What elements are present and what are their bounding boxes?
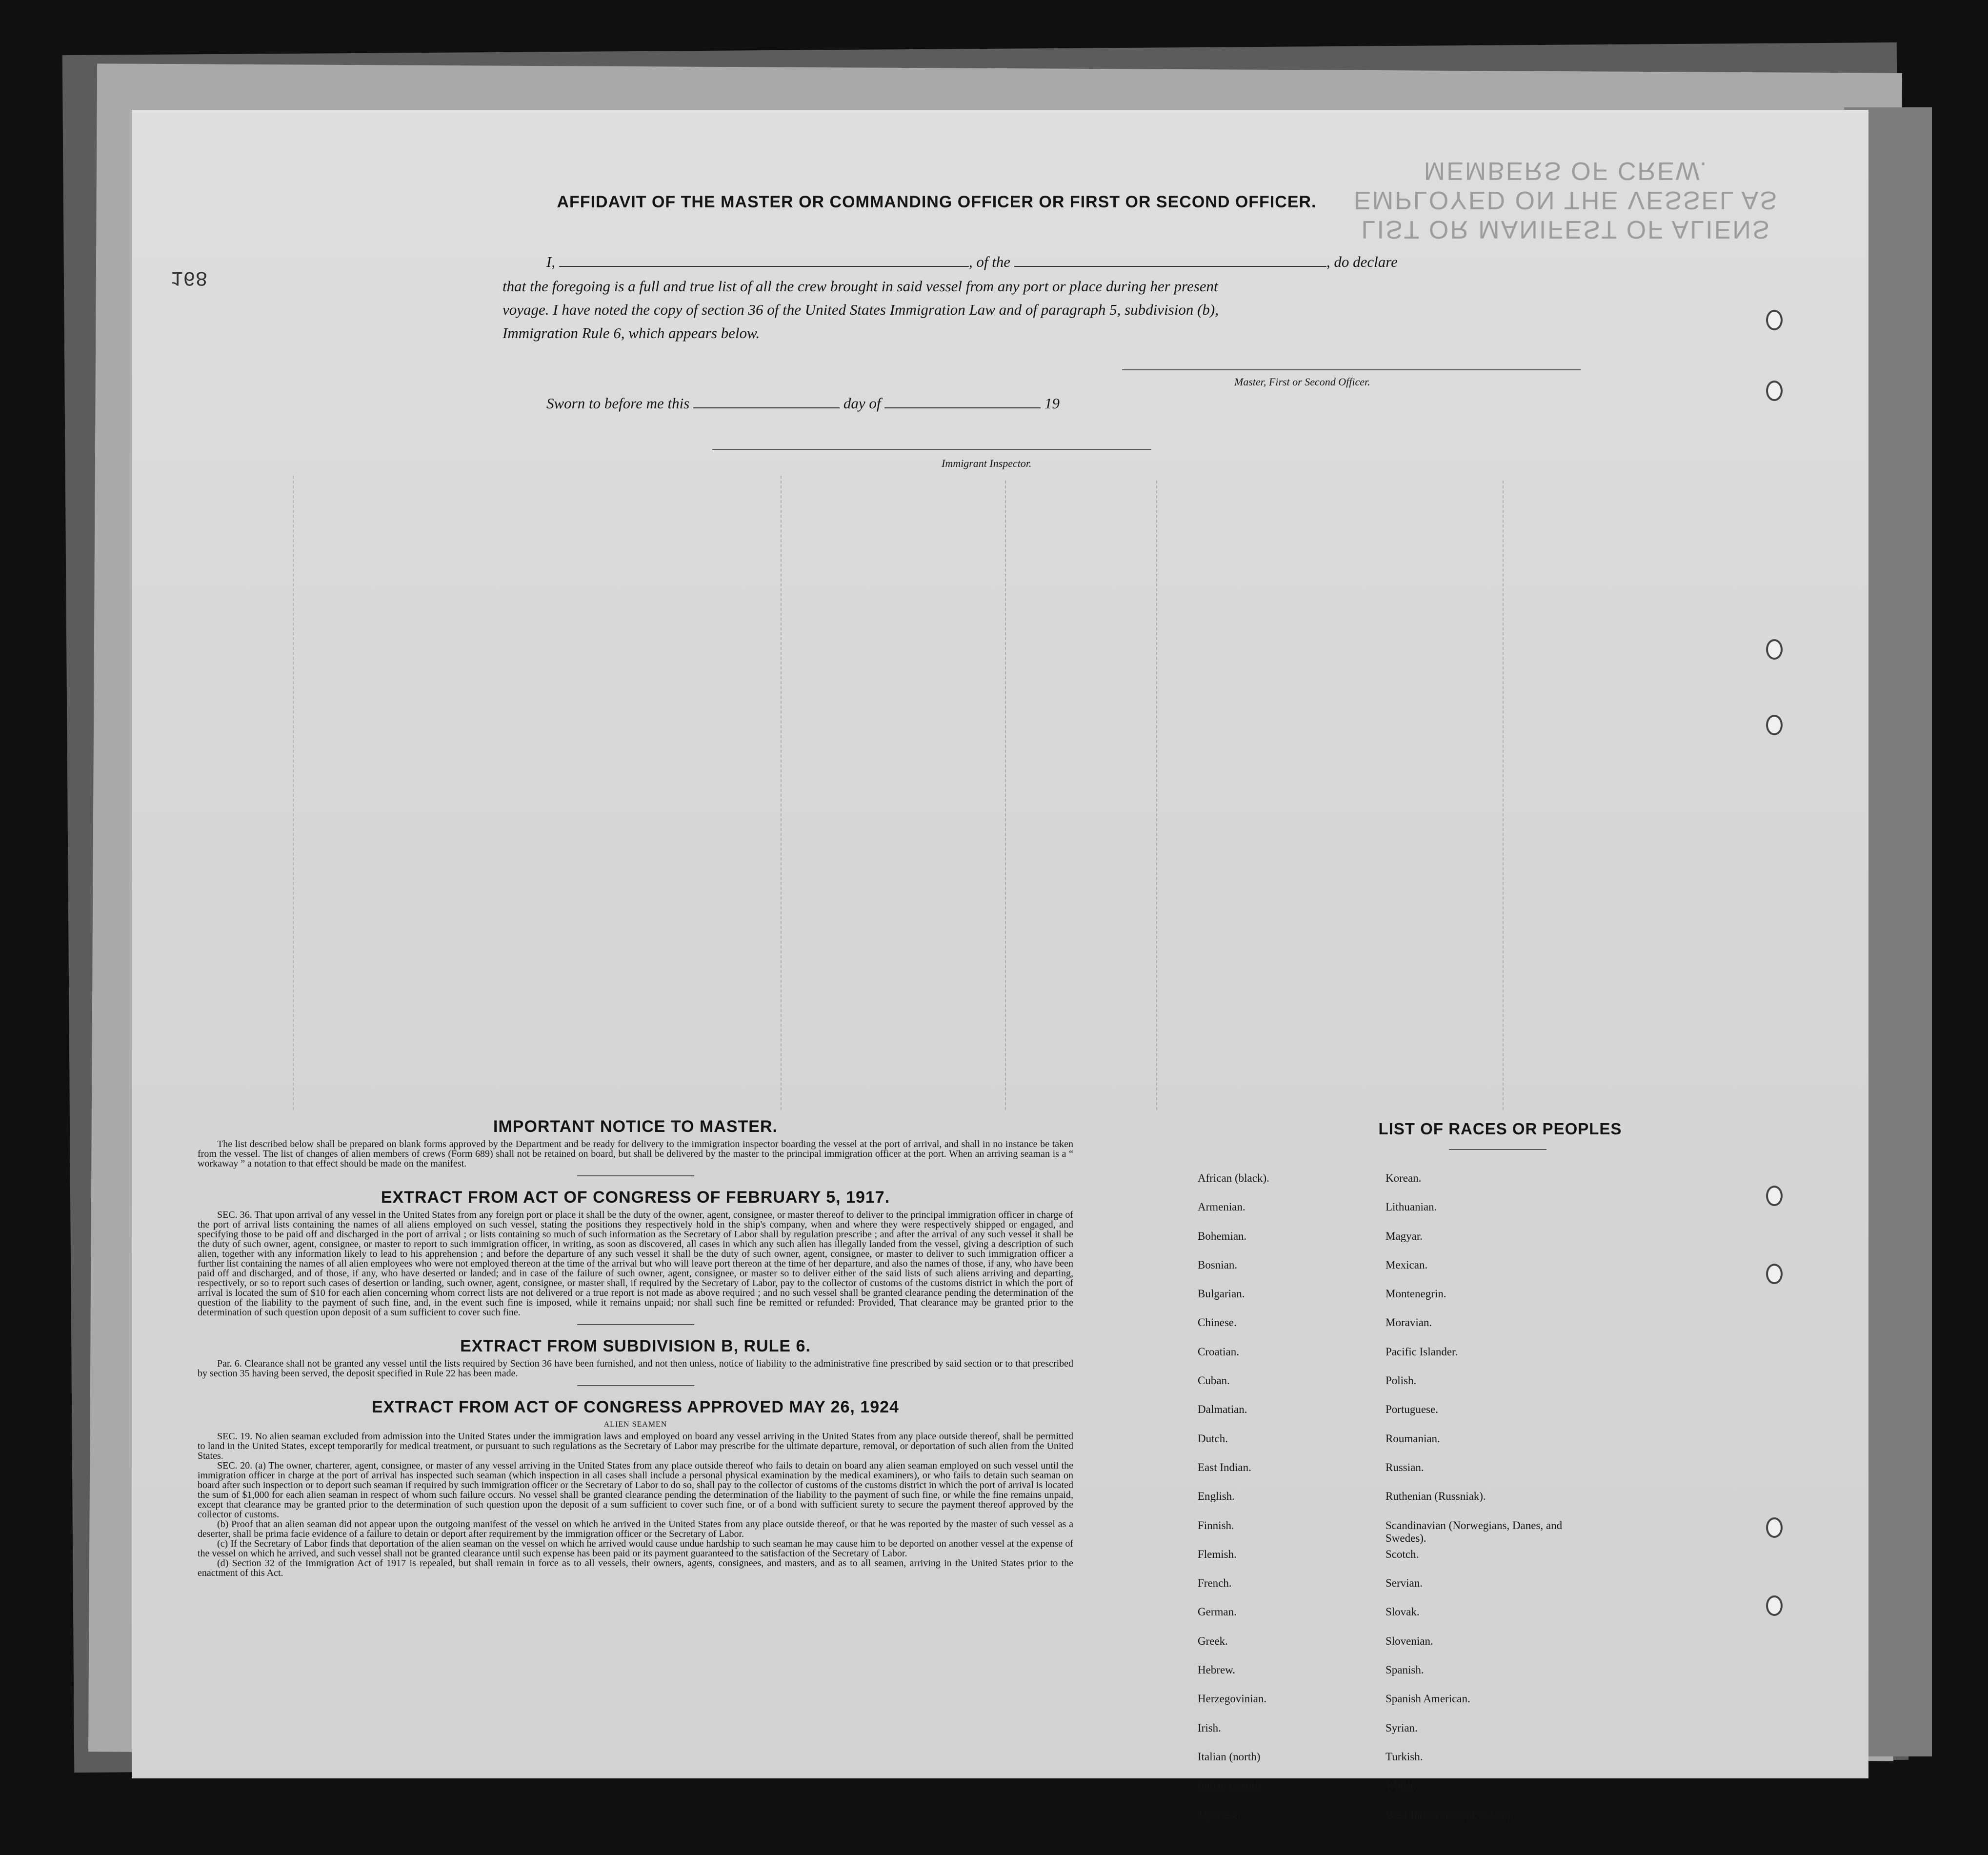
rule-6-text: Par. 6. Clearance shall not be granted any vessel until the lists required by Section 36 have been furnished, and not then unless, notice of liability to the administrative fine prescribed by said section or to that prescribed by section 35 having been served, the deposit specified in Rule 22 has been made.	[198, 1358, 1073, 1379]
race-item: West Indian (except Cuban).	[1386, 1808, 1514, 1821]
races-divider	[1449, 1149, 1546, 1150]
race-item: English.	[1198, 1490, 1235, 1503]
race-item: Spanish American.	[1386, 1693, 1470, 1705]
race-item: Korean.	[1386, 1172, 1422, 1184]
race-item: Chinese.	[1198, 1316, 1237, 1329]
faint-column-line	[1503, 481, 1504, 1110]
divider	[577, 1175, 694, 1176]
race-item: Scandinavian (Norwegians, Danes, and Swedes).	[1386, 1519, 1563, 1544]
race-item: Cuban.	[1198, 1374, 1230, 1387]
race-item: Lithuanian.	[1386, 1201, 1437, 1213]
notice-section	[198, 1117, 1073, 1578]
race-item: Dalmatian.	[1198, 1403, 1247, 1416]
extract-1924-sec20b: (b) Proof that an alien seaman did not appear upon the outgoing manifest of the vessel on which he arrived in the United States from any place outside thereof, or that he was reported by the master of such vessel as a deserter, shall be prima facie evidence of a failure to detain or deport after requirement by the immigration officer or the Secretary of Labor.	[198, 1519, 1073, 1539]
extract-1924-sec20d: (d) Section 32 of the Immigration Act of 1917 is repealed, but shall remain in force as to all vessels, their owners, agents, consignees, and masters, and as to all seamen, arriving in the United States prior to the enactment of this Act.	[198, 1558, 1073, 1578]
race-item: Herzegovinian.	[1198, 1693, 1267, 1705]
master-signature-line[interactable]	[1122, 369, 1581, 370]
race-item: Pacific Islander.	[1386, 1345, 1458, 1358]
faint-column-line	[1005, 481, 1006, 1110]
race-item: Bosnian.	[1198, 1258, 1238, 1271]
race-item: Ruthenian (Russniak).	[1386, 1490, 1486, 1503]
master-signature-caption: Master, First or Second Officer.	[1234, 376, 1370, 388]
races-list-right	[1386, 1172, 1590, 1837]
affidavit-title: AFFIDAVIT OF THE MASTER OR COMMANDING OFFICER OR FIRST OR SECOND OFFICER.	[557, 193, 1317, 211]
sworn-year: 19	[1044, 395, 1060, 412]
rule-6-title: EXTRACT FROM SUBDIVISION B, RULE 6.	[460, 1337, 811, 1355]
affidavit-line-1	[546, 251, 1595, 273]
affidavit-line-4: Immigration Rule 6, which appears below.	[502, 324, 760, 342]
punch-hole-icon	[1766, 1186, 1783, 1206]
race-item: Magyar.	[1386, 1230, 1423, 1242]
sworn-day-blank[interactable]	[693, 407, 840, 408]
divider	[577, 1324, 694, 1325]
race-item: Scotch.	[1386, 1548, 1419, 1560]
race-item: Welsh.	[1386, 1779, 1416, 1792]
notice-title: IMPORTANT NOTICE TO MASTER.	[493, 1117, 778, 1136]
races-list-left	[1198, 1172, 1373, 1837]
stamp-number: 168	[171, 266, 208, 289]
race-item: Russian.	[1386, 1461, 1424, 1473]
race-item: Syrian.	[1386, 1721, 1418, 1734]
extract-1924-subtitle: ALIEN SEAMEN	[603, 1420, 667, 1429]
master-name-blank[interactable]	[559, 266, 969, 267]
faint-column-line	[1156, 481, 1157, 1110]
affidavit-do-declare: , do declare	[1326, 253, 1398, 270]
punch-hole-icon	[1766, 1595, 1783, 1616]
manifest-page	[132, 110, 1868, 1821]
races-title: LIST OF RACES OR PEOPLES	[1378, 1120, 1622, 1138]
punch-hole-icon	[1766, 1264, 1783, 1284]
sworn-day-of: day of	[843, 395, 881, 412]
race-item: Japanese.	[1198, 1808, 1241, 1821]
race-item: Slovak.	[1386, 1606, 1420, 1618]
sworn-line	[546, 393, 1522, 414]
affidavit-of-the: , of the	[968, 253, 1011, 270]
race-item: Mexican.	[1386, 1258, 1428, 1271]
punch-hole-icon	[1766, 381, 1783, 401]
divider	[577, 1385, 694, 1386]
sworn-month-blank[interactable]	[884, 407, 1041, 408]
affidavit-line-2: that the foregoing is a full and true list of all the crew brought in said vessel from any port or place during her present	[502, 278, 1218, 295]
race-item: French.	[1198, 1577, 1232, 1590]
extract-1917-text: SEC. 36. That upon arrival of any vessel in the United States from any foreign port or place it shall be the duty of the owner, agent, consignee, or master thereof to deliver to the principal immigration officer in charge of the port of arrival lists containing the names of all aliens employed on such vessel, stating the positions they respectively hold in the ship's company, when and where they were respectively shipped or engaged, and specifying those to be paid off and discharged in the port of arrival ; or lists containing so much of such information as the Secretary of Labor shall by regulation prescribe ; and after the arrival of any such vessel it shall be the duty of such owner, agent, consignee, or master to report to such immigration officer, in writing, as soon as discovered, all cases in which any such alien has illegally landed from the vessel, giving a description of such alien, together with any information likely to lead to his apprehension ; and before the departure of any such vessel it shall be the duty of such owner, agent, consignee, or master to deliver to such immigration officer a further list containing the names of all alien employees who were not employed thereon at the time of the arrival but who will leave port thereon at the time of her departure, and also the names of those, if any, who have been paid off and discharged, and of those, if any, who have deserted or landed; and in case of the failure of such owner, agent, consignee, or master so to deliver either of the said lists of such aliens arriving and departing, respectively, or so to report such cases of desertion or landing, such owner, agent, consignee, or master shall, if required by the Secretary of Labor, pay to the collector of customs of the customs district in which the port of arrival is located the sum of $10 for each alien concerning whom correct lists are not delivered or a true report is not made as above required ; and no such vessel shall be granted clearance pending the determination of the question of the liability to the payment of such fine, and, in the event such fine is imposed, while it remains unpaid; nor shall such fine be remitted or refunded: Provided, That clearance may be granted prior to the determination of such question upon deposit of a sum sufficient to cover such fine.	[198, 1210, 1073, 1318]
bleed-through-header: LIST OR MANIFEST OF ALIENS EMPLOYED ON THE VESSEL AS MEMBERS OF CREW.	[1354, 157, 1778, 243]
race-item: Irish.	[1198, 1721, 1221, 1734]
race-item: Flemish.	[1198, 1548, 1237, 1560]
race-item: Bohemian.	[1198, 1230, 1247, 1242]
notice-text: The list described below shall be prepared on blank forms approved by the Department and be ready for delivery to the immigration inspector boarding the vessel at the port of arrival, and shall in no instance be taken from the vessel. The list of changes of alien members of crews (Form 689) shall not be retained on board, but shall be delivered by the master to the principal immigration officer at the port. When an arriving seaman is a “ workaway ” a notation to that effect should be made on the manifest.	[198, 1139, 1073, 1169]
race-item: Turkish.	[1386, 1750, 1423, 1763]
race-item: Greek.	[1198, 1634, 1228, 1647]
race-item: Bulgarian.	[1198, 1288, 1245, 1300]
vessel-name-blank[interactable]	[1014, 266, 1326, 267]
race-item: Portuguese.	[1386, 1403, 1438, 1416]
faint-column-line	[781, 476, 782, 1110]
extract-1924-sec20c: (c) If the Secretary of Labor finds that deportation of the alien seaman on the vessel on which he arrived would cause undue hardship to such seaman he may cause him to be deported on another vessel at the expense of the vessel on which he arrived, and such vessel shall not be granted clearance until such expense has been paid or its payment guaranteed to the satisfaction of the Secretary of Labor.	[198, 1538, 1073, 1559]
race-item: Montenegrin.	[1386, 1288, 1446, 1300]
race-item: Polish.	[1386, 1374, 1417, 1387]
extract-1924-sec19: SEC. 19. No alien seaman excluded from admission into the United States under the immigration laws and employed on board any vessel arriving in the United States from any place outside thereof, shall be permitted to land in the United States, except temporarily for medical treatment, or pursuant to such regulations as the Secretary of Labor may prescribe for the ultimate departure, removal, or deportation of such alien from the United States.	[198, 1431, 1073, 1461]
affidavit-line-3: voyage. I have noted the copy of section 36 of the United States Immigration Law and of paragraph 5, subdivision (b),	[502, 301, 1219, 318]
race-item: African (black).	[1198, 1172, 1269, 1184]
race-item: Hebrew.	[1198, 1664, 1236, 1676]
punch-hole-icon	[1766, 1517, 1783, 1538]
faint-column-line	[293, 476, 294, 1110]
sworn-text: Sworn to before me this	[546, 395, 690, 412]
race-item: Servian.	[1386, 1577, 1423, 1590]
punch-hole-icon	[1766, 310, 1783, 330]
race-item: Italian (south).	[1198, 1779, 1264, 1792]
race-item: Dutch.	[1198, 1432, 1228, 1445]
race-item: Moravian.	[1386, 1316, 1432, 1329]
inspector-signature-caption: Immigrant Inspector.	[942, 457, 1032, 469]
race-item: Armenian.	[1198, 1201, 1245, 1213]
race-item: German.	[1198, 1606, 1237, 1618]
race-item: Croatian.	[1198, 1345, 1239, 1358]
race-item: Finnish.	[1198, 1519, 1234, 1532]
punch-hole-icon	[1766, 715, 1783, 735]
extract-1917-title: EXTRACT FROM ACT OF CONGRESS OF FEBRUARY 5, 1917.	[381, 1188, 890, 1207]
inspector-signature-line[interactable]	[712, 449, 1151, 450]
extract-1924-title: EXTRACT FROM ACT OF CONGRESS APPROVED MAY 26, 1924	[372, 1398, 899, 1416]
race-item: Roumanian.	[1386, 1432, 1440, 1445]
affidavit-i: I,	[546, 253, 556, 270]
punch-hole-icon	[1766, 639, 1783, 660]
race-item: East Indian.	[1198, 1461, 1251, 1473]
extract-1924-sec20a: SEC. 20. (a) The owner, charterer, agent, consignee, or master of any vessel arriving in the United States from any place outside thereof who fails to detain on board any alien seaman employed on such vessel until the immigration officer in charge at the port of arrival has inspected such seaman (which inspection in all cases shall include a personal physical examination by the medical examiners), or who fails to detain such seaman on board after such inspection or to deport such seaman if required by such immigration officer or the Secretary of Labor to do so, shall pay to the collector of customs of the customs district in which the port of arrival is located the sum of $1,000 for each alien seaman in respect of whom such failure occurs. No vessel shall be granted clearance pending the determination of the liability to the payment of such fine, or while the fine remains unpaid, except that clearance may be granted prior to the determination of such question upon the deposit of a sum sufficient to cover such fine, or of a bond with sufficient surety to secure the payment thereof approved by the collector of customs.	[198, 1460, 1073, 1520]
race-item: Spanish.	[1386, 1664, 1424, 1676]
race-item: Slovenian.	[1386, 1634, 1433, 1647]
race-item: Italian (north)	[1198, 1750, 1261, 1763]
